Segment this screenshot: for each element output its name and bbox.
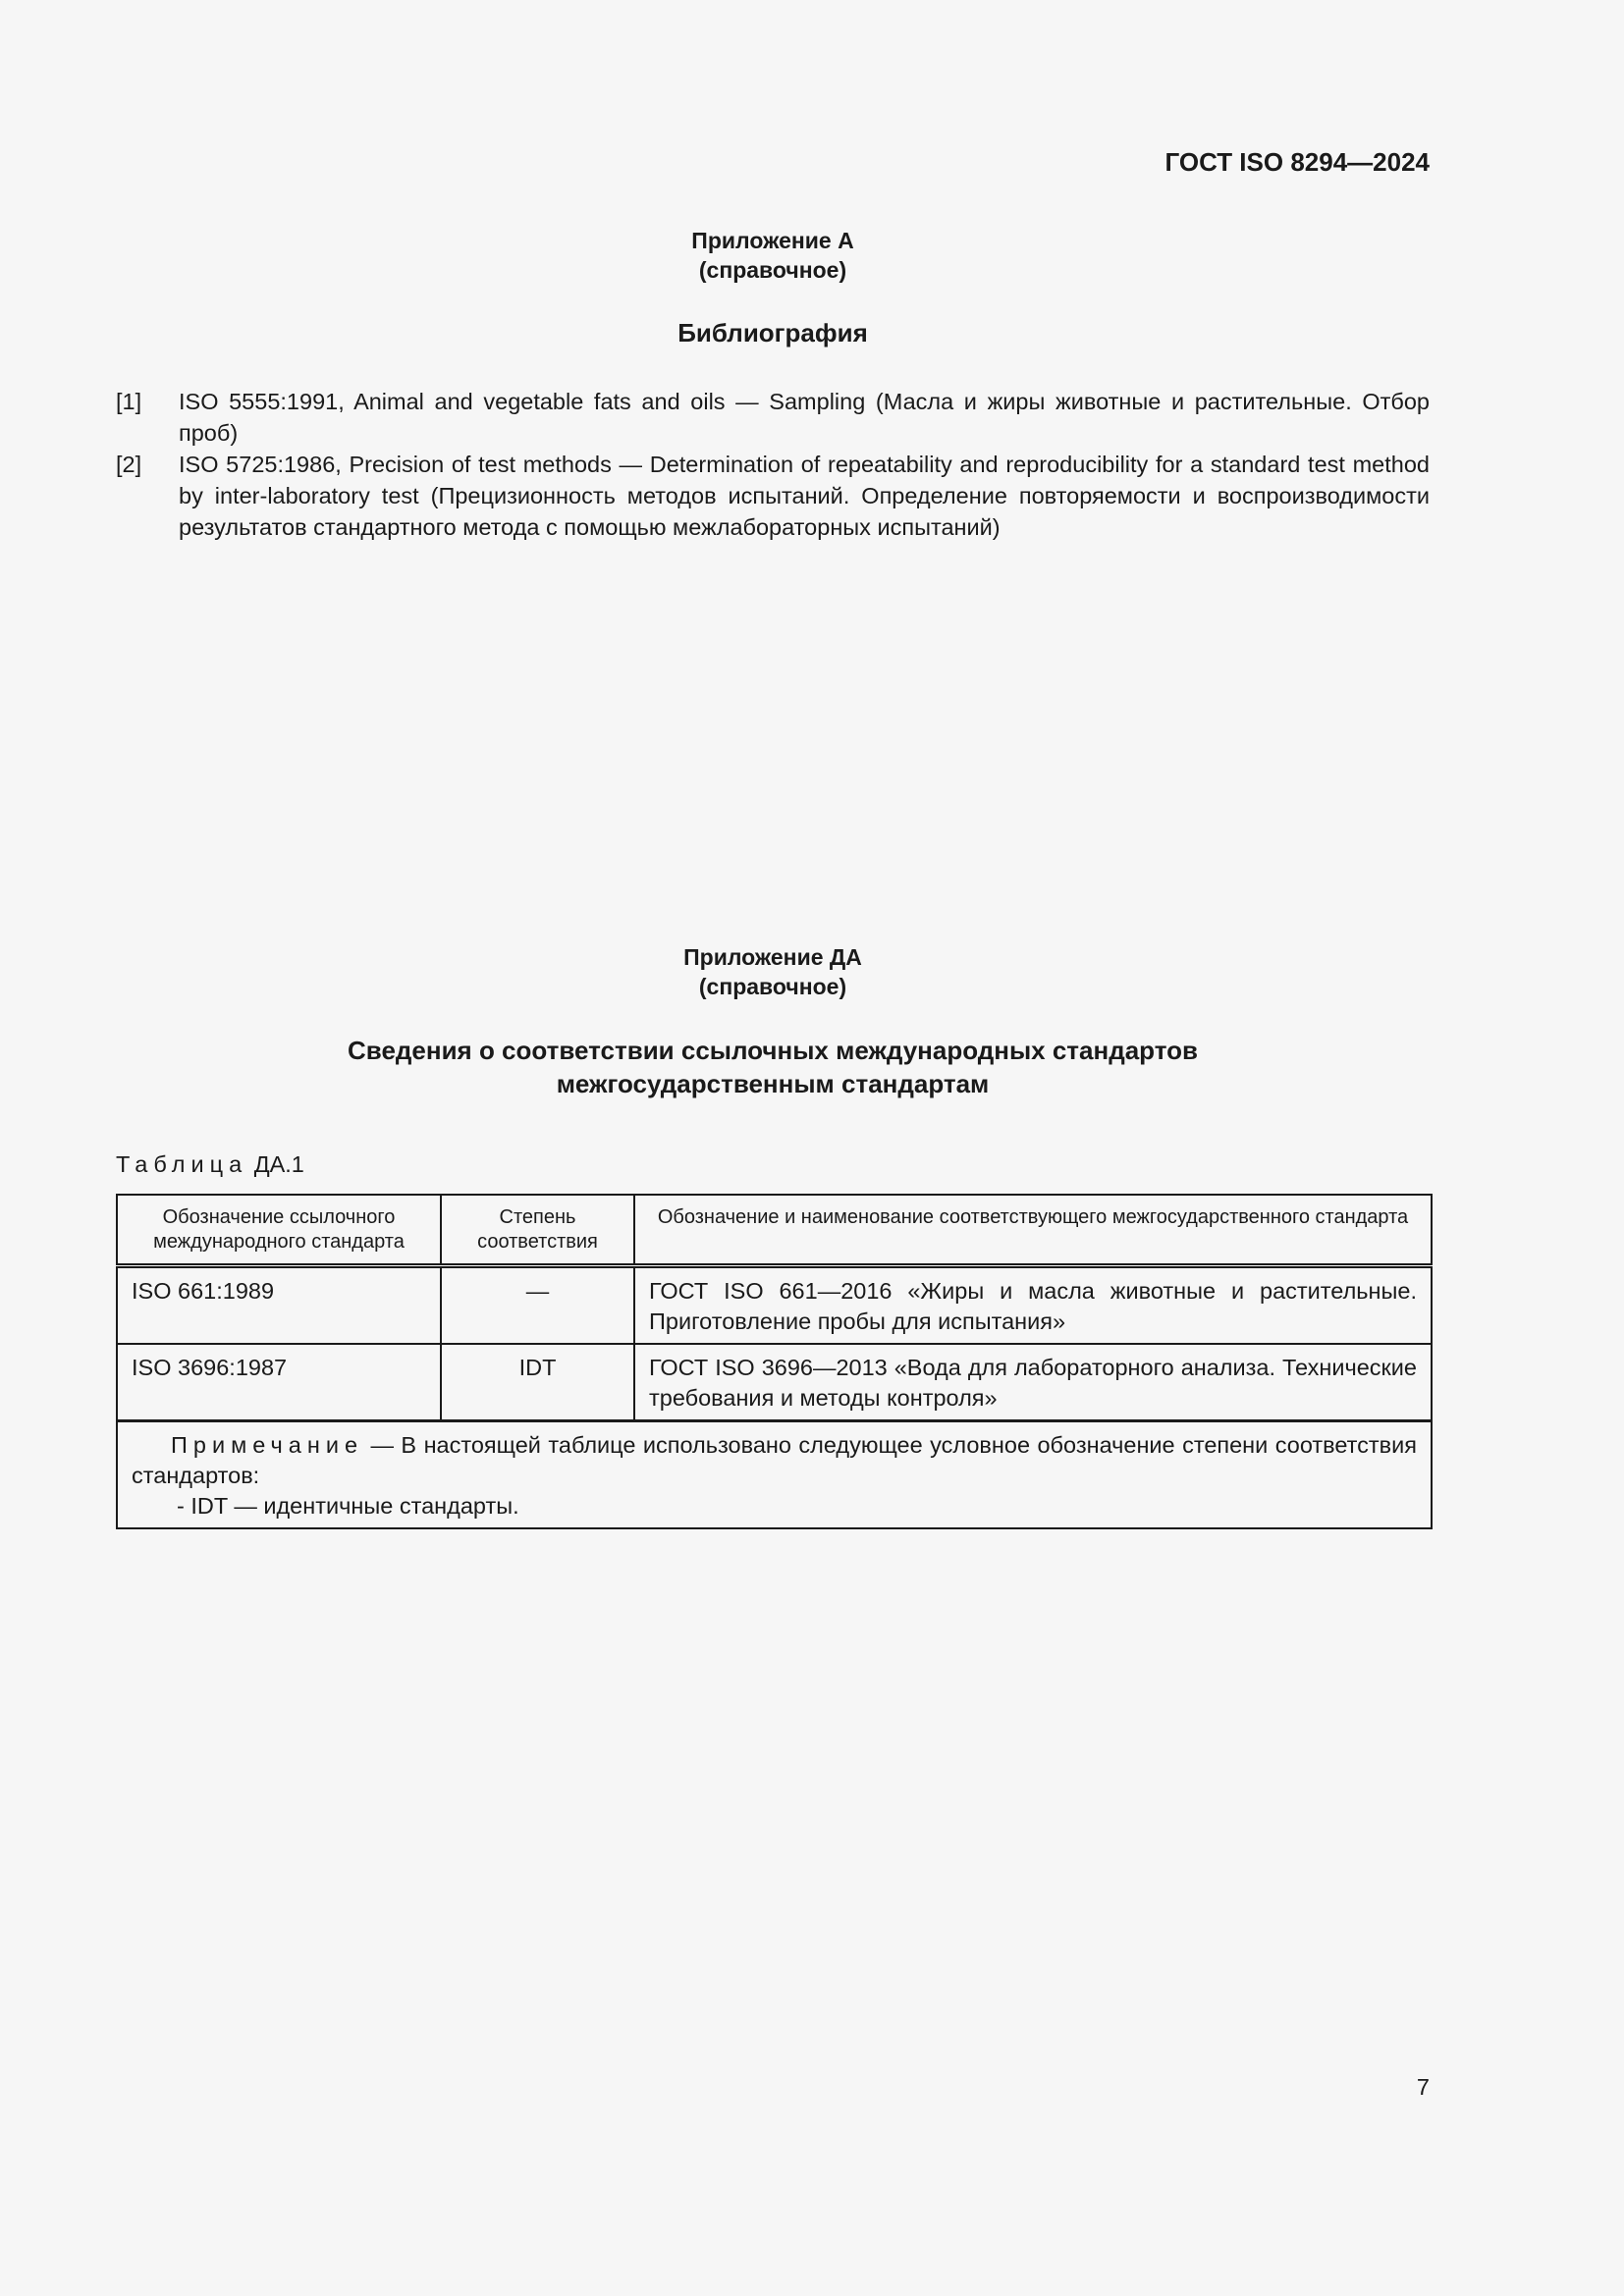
- table-row: [117, 1266, 1432, 1345]
- table-note-item: - IDT — идентичные стандарты.: [177, 1493, 519, 1519]
- bibliography-item-number: [1]: [116, 389, 142, 414]
- bibliography-item: [116, 449, 1430, 543]
- table-caption-word: Таблица: [116, 1151, 248, 1177]
- table-caption-id: ДА.1: [253, 1151, 304, 1177]
- cell-degree: IDT: [441, 1344, 634, 1421]
- cell-reference: ISO 3696:1987: [117, 1344, 441, 1421]
- cell-gost: ГОСТ ISO 661—2016 «Жиры и масла животные и растительные. Приготовление пробы для испытания»: [634, 1266, 1432, 1345]
- column-header-gost: Обозначение и наименование соответствующего межгосударственного стандарта: [634, 1195, 1432, 1266]
- bibliography-item-text: ISO 5725:1986, Precision of test methods — Determination of repeatability and reproducibility for a standard test method by inter-laboratory test (Прецизионность методов испытаний. Определение повторяемости и воспроизводимости результатов стандартного метода с помощью межлабораторных испытаний): [179, 452, 1430, 540]
- table-note-label: Примечание: [171, 1432, 364, 1458]
- table-row: [117, 1344, 1432, 1421]
- annex-a-header: [116, 226, 1430, 285]
- table-header-row: [117, 1195, 1432, 1266]
- correspondence-table: [116, 1194, 1433, 1529]
- annex-da-status: (справочное): [698, 974, 847, 999]
- annex-da-heading-line2: межгосударственным стандартам: [556, 1069, 990, 1098]
- table-note: [117, 1421, 1432, 1529]
- cell-gost: ГОСТ ISO 3696—2013 «Вода для лабораторного анализа. Технические требования и методы контроля»: [634, 1344, 1432, 1421]
- bibliography-heading: Библиография: [677, 318, 868, 347]
- bibliography-heading-block: [116, 316, 1430, 349]
- table-caption: [116, 1151, 304, 1178]
- cell-reference: ISO 661:1989: [117, 1266, 441, 1345]
- bibliography-item-text: ISO 5555:1991, Animal and vegetable fats and oils — Sampling (Масла и жиры животные и растительные. Отбор проб): [179, 389, 1430, 446]
- bibliography-item-number: [2]: [116, 452, 142, 477]
- table-note-body: — В настоящей таблице использовано следующее условное обозначение степени соответствия стандартов:: [132, 1432, 1417, 1488]
- column-header-degree: Степень соответствия: [441, 1195, 634, 1266]
- annex-a-status: (справочное): [698, 257, 847, 283]
- annex-da-heading-line1: Сведения о соответствии ссылочных международных стандартов: [348, 1036, 1198, 1065]
- bibliography-list: [116, 386, 1430, 543]
- annex-a-title: Приложение А: [691, 228, 854, 253]
- table-note-text: [132, 1430, 1417, 1491]
- annex-da-title: Приложение ДА: [683, 944, 862, 970]
- cell-degree: —: [441, 1266, 634, 1345]
- annex-da-header: [116, 942, 1430, 1001]
- annex-da-heading-block: [116, 1034, 1430, 1100]
- document-code: ГОСТ ISO 8294—2024: [1164, 147, 1430, 177]
- column-header-reference: Обозначение ссылочного международного стандарта: [117, 1195, 441, 1266]
- bibliography-item: [116, 386, 1430, 449]
- page-number: 7: [1416, 2074, 1430, 2100]
- table-note-row: [117, 1421, 1432, 1529]
